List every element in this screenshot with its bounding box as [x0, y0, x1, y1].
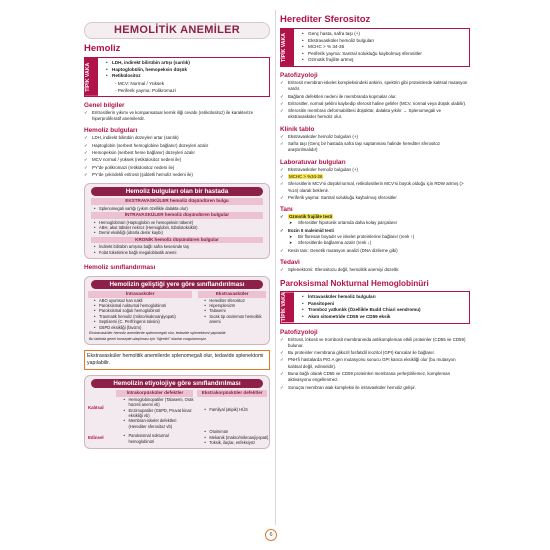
- ekstra-item: • Hipersplenizm: [195, 303, 269, 308]
- right-column: [280, 0, 470, 391]
- bulgu-item: ✓ MCV normal / yüksek (retikülositoz nedeni ile): [84, 157, 270, 163]
- pnh-pato-heading: Patofizyoloji: [280, 328, 318, 336]
- pnh-vaka-item: • İntravasküler hemoliz bulguları: [301, 294, 466, 301]
- edinsel-label: Edinsel: [88, 435, 104, 441]
- page-number: 6: [265, 529, 277, 541]
- etiyoloji-box: [84, 375, 270, 449]
- tani-sub: ➤ Sferositler hipotonik ortamda daha kolay parçalanır: [280, 220, 470, 226]
- box-item: • Demir eksikliği (idrarla demir kaybı): [85, 230, 269, 235]
- hs-vaka-item: • MCHC > % 34-36: [301, 44, 466, 51]
- box-item: • ABH, akut tübüler nekroz (Hemoglobin, tübülotoksiktir): [85, 225, 269, 230]
- yer-box-note: Ekstravasküler hemoliz anemilerde splenomegali olur, tedavide splenektomi yapılabilir.: [89, 331, 227, 336]
- tani-item: ✓ Eozin 5 maleimid testi: [280, 228, 470, 234]
- pato-item: ✓ Bağlantı defektleri nedeni ile membranda kopmalar olur.: [280, 94, 470, 100]
- bulgu-item: ✓ LDH, indirekt bilirübin düzeyleri artar (sarılık): [84, 135, 270, 141]
- pnh-vaka-item: • Tromboz yatkınlık (Özellikle Budd Chiari sendromu): [301, 307, 466, 314]
- bulgu-item: ✓ PY'de polikromazi (retikülositoz nedeni ile): [84, 165, 270, 171]
- pnh-tipik-vaka-box: [280, 291, 470, 323]
- klinik-item: ✓ Ekstravasküler hemoliz bulguları (+): [280, 134, 470, 140]
- kalitsal-label: Kalıtsal: [88, 404, 104, 410]
- tipik-vaka-label: TİPİK VAKA: [281, 292, 294, 322]
- ekstra-item: • Herediter sferositoz: [195, 298, 269, 303]
- vaka-item: • Retikülositoz: [105, 73, 266, 80]
- vaka-item: • Haptoglobülin, hemopeksin düşük: [105, 67, 266, 74]
- tipik-vaka-label: TİPİK VAKA: [85, 58, 98, 96]
- edinsel-ekstra-item: • Mekanik (makro/mikroanjiyopati): [195, 435, 269, 440]
- yer-box: [84, 276, 270, 345]
- pnh-vaka-item: • Akım sitometride CD55 ve CD59 eksik: [301, 314, 466, 321]
- edinsel-ekstra-item: • Otoimmün: [195, 429, 269, 434]
- vaka-sub: - MCV: Normal / Yüksek: [115, 80, 165, 86]
- yer-box-title: Hemolizin geliştiği yere göre sınıflandırılması: [91, 280, 263, 289]
- pnh-pato-item: ✓ Bu proteinler membrana glikozil fosfatidil inozitol (GPI) kancalar ile bağlanır.: [280, 350, 470, 356]
- intra-item: • Travmatik hemoliz (mikro/makroanjiyopati): [85, 314, 195, 319]
- intra-item: • G6PD eksikliği (favizm): [85, 325, 195, 330]
- hs-heading: Herediter Sferositoz: [280, 14, 371, 25]
- kalitsal-intra-item: • Hemoglobinopatiler (Talasemi, Orak hücreli anemi vb): [114, 397, 195, 408]
- tedavi-item: ✓ Splenektomi: Sferositozu değil, hemolitik anemiyi düzeltir.: [280, 267, 470, 273]
- hs-vaka-item: • Genç hasta, safra taşı (+): [301, 31, 466, 38]
- box-item: • Folat tüketimine bağlı megaloblastik anemi: [85, 250, 269, 255]
- lab-item: ✓ Ekstravasküler hemoliz bulguları (+): [280, 167, 470, 173]
- kalitsal-intra-item: • Membran-iskelet defektleri (Herediter sferositoz vb): [114, 418, 195, 429]
- intrakorpuskuler-head: İntrakorpüsküler defektler: [116, 390, 193, 397]
- bulgular-heading: Hemoliz bulguları: [84, 127, 138, 135]
- intravaskuler-col-head: İntravasküler: [88, 291, 192, 298]
- left-column: [84, 0, 270, 449]
- bulgu-item: ✓ Hemopeksin (serbest heme bağlanır) düzeyleri azalır: [84, 150, 270, 156]
- siniflama-heading: Hemoliz sınıflandırması: [84, 264, 156, 272]
- hemoliz-box: [84, 183, 270, 259]
- ekstrakorpuskuler-head: Ekstrakorpüsküler defektler: [197, 390, 267, 397]
- tipik-vaka-box: [84, 57, 270, 97]
- hemoliz-box-title: Hemoliz bulguları olan bir hastada: [91, 187, 263, 196]
- ekstravaskuler-col-head: Ekstravasküler: [198, 291, 266, 298]
- box-item: • Splenomegali varlığı (yıkım özellikle dalakta olur): [85, 206, 269, 211]
- yer-table: [85, 291, 269, 330]
- bulgu-item: ✓ PY'de çekirdekli eritrosit (şiddetli hemoliz nedeni ile): [84, 172, 270, 178]
- genel-text: ✓ Eritrositlerin yıkımı ve kompansatuar kemik iliği cevabı (retikülositoz) ile karakterize hiperproliferatif anemilerdir.: [84, 110, 270, 123]
- tipik-vaka-label: TİPİK VAKA: [281, 29, 294, 66]
- lab-item: ✓ Sferositlerin MCV'si düşük/normal, retikülositlerin MCV'si büyük olduğu için RDW artmış (> %14) olarak beklenir.: [280, 181, 470, 194]
- kronik-bar: KRONİK hemoliz düşündüren bulgular: [91, 237, 263, 244]
- page-title: HEMOLİTİK ANEMİLER: [84, 22, 270, 39]
- hemoliz-heading: Hemoliz: [84, 43, 121, 54]
- intra-item: • ABO uyumsuz kan nakli: [85, 298, 195, 303]
- intra-item: • Paroksismal nokturnal hemoglobinüri: [85, 303, 195, 308]
- lab-item: ✓ Periferik yayma: Santral solukluğu kaybolmuş sferositler: [280, 195, 470, 201]
- intra-item: • Paroksismal soğuk hemoglobinüri: [85, 308, 195, 313]
- box-item: • Hemoglobinüri (Haptoglobin ve hemopeksin tükenir): [85, 220, 269, 225]
- tani-sub: ➤ Bir floresan boyadır ve iskelet proteinlerine bağlanır (renk ↑): [280, 234, 470, 240]
- hs-vaka-item: • Periferik yayma: Santral solukluğu kaybolmuş sferositler: [301, 51, 466, 58]
- mchc-highlight: MCHC > %34-36: [289, 173, 323, 179]
- klinik-item: ✓ Safra taşı (Genç bir hastada safra taşı saptanması halinde herediter sferositoz araştırılmalıdır): [280, 141, 470, 154]
- tani-sub: ➤ Sferositlerde bağlanma azalır (renk ↓): [280, 240, 470, 246]
- tani-item: ✓ Kesin tanı: Genetik mutasyon analizi (DNA dizileme gibi): [280, 248, 470, 254]
- pato-item: ✓ Eritrosit membran-iskelet kompleksindeki ankirin, spektrin gibi proteinlerde kalıtsal mutasyon vardır.: [280, 80, 470, 93]
- pato-item: ✓ Eritrositler, normal şeklini kaybedip sferosit haline gelirler (MCV, normal veya düşük olabilir).: [280, 101, 470, 107]
- pnh-vaka-item: • Pansitopeni: [301, 301, 466, 308]
- kalitsal-ekstra-item: • Familyal (atipik) HÜS: [195, 407, 269, 412]
- genel-heading: Genel bilgiler: [84, 101, 125, 109]
- edinsel-ekstra-item: • Toksik, ilaçlar, enfeksiyöz: [195, 440, 269, 445]
- lab-heading: Laboratuvar bulguları: [280, 158, 346, 166]
- tedavi-heading: Tedavi: [280, 258, 300, 266]
- tani-heading: Tanı: [280, 206, 293, 214]
- splenomegali-note: Ekstravasküler hemolitik anemilerde splenomegali olur, tedavide splenektomi yapılabilir.: [84, 350, 270, 370]
- pato-heading: Patofizyoloji: [280, 71, 318, 79]
- etiyoloji-table: [85, 390, 269, 445]
- yer-box-foot: Bu tabloda genel konsepte ulaşılması için "öğretici" olanlar vurgulanmıştır.: [89, 336, 207, 341]
- column-divider: [275, 10, 276, 525]
- edinsel-intra-item: • Paroksismal nokturnal hemoglobinüri: [114, 433, 195, 444]
- ekstravaskuler-bar: EKSTRAVASKÜLER hemoliz düşündüren bulgu: [91, 198, 263, 205]
- box-item: • İndirekt bilirübin artışına bağlı safra kesesinde taş: [85, 244, 269, 249]
- pnh-pato-item: ✓ Sonuçta membran atak kompleksi ile intravasküler hemoliz gelişir.: [280, 385, 470, 391]
- vaka-sub: - Periferik yayma: Polikromazi: [115, 87, 176, 93]
- intravaskuler-bar: İNTRAVASKÜLER hemoliz düşündüren bulgular: [91, 212, 263, 219]
- hs-vaka-item: • Ekstravasküler hemoliz bulguları: [301, 38, 466, 45]
- hs-vaka-item: • Ozmotik frajilite artmış: [301, 57, 466, 64]
- pnh-pato-item: ✓ Buna bağlı olarak CD55 ve CD59 proteinleri membrana yerleştirilemez, kompleman aktivasyonu engellenmez.: [280, 371, 470, 384]
- vaka-sub-text: Periferik yayma: Polikromazi: [117, 87, 176, 93]
- etiyoloji-box-title: Hemolizin etiyolojiye göre sınıflandırılması: [91, 379, 263, 388]
- ekstra-item: • Talasemi: [195, 308, 269, 313]
- ekstra-item: • Sıcak tip otoimmün hemolitik anemi: [195, 314, 269, 325]
- vaka-item: • LDH, indirekt bilirübin artışı (sarılık): [105, 60, 266, 67]
- hs-tipik-vaka-box: [280, 28, 470, 67]
- bulgu-item: ✓ Haptoglobin (serbest hemoglobine bağlanır) düzeyleri azalır: [84, 143, 270, 149]
- kalitsal-intra-item: • Enzimopatiler (G6PD, Pruvat kinaz eksikliği vb): [114, 408, 195, 419]
- pnh-pato-item: ✓ PNH'li hastalarda PIG A gen mutasyonu sonucu GPI kanca eksikliği olur (bu mutasyon kalıtsal değil, edinseldir).: [280, 357, 470, 370]
- ozmotik-highlight: Ozmotik frajilite testi: [289, 214, 333, 220]
- lab-item: [280, 174, 470, 180]
- klinik-heading: Klinik tablo: [280, 125, 315, 133]
- pnh-pato-item: ✓ Eritrosit, lökosit ve trombosit membranında antikompleman etkili proteinler (CD55 ve CD59) bulunur.: [280, 337, 470, 350]
- pato-item: ✓ Sferositin membran deformabilitesi düşüktür, dalakta yıkılır → Splenomegali ve ekstravasküler hemoliz olur.: [280, 108, 470, 121]
- vaka-sub-text: MCV: Normal / Yüksek: [117, 80, 165, 86]
- pnh-heading: Paroksismal Nokturnal Hemoglobinüri: [280, 279, 429, 289]
- intra-item: • Septisemi (C. Perfringens toksini): [85, 319, 195, 324]
